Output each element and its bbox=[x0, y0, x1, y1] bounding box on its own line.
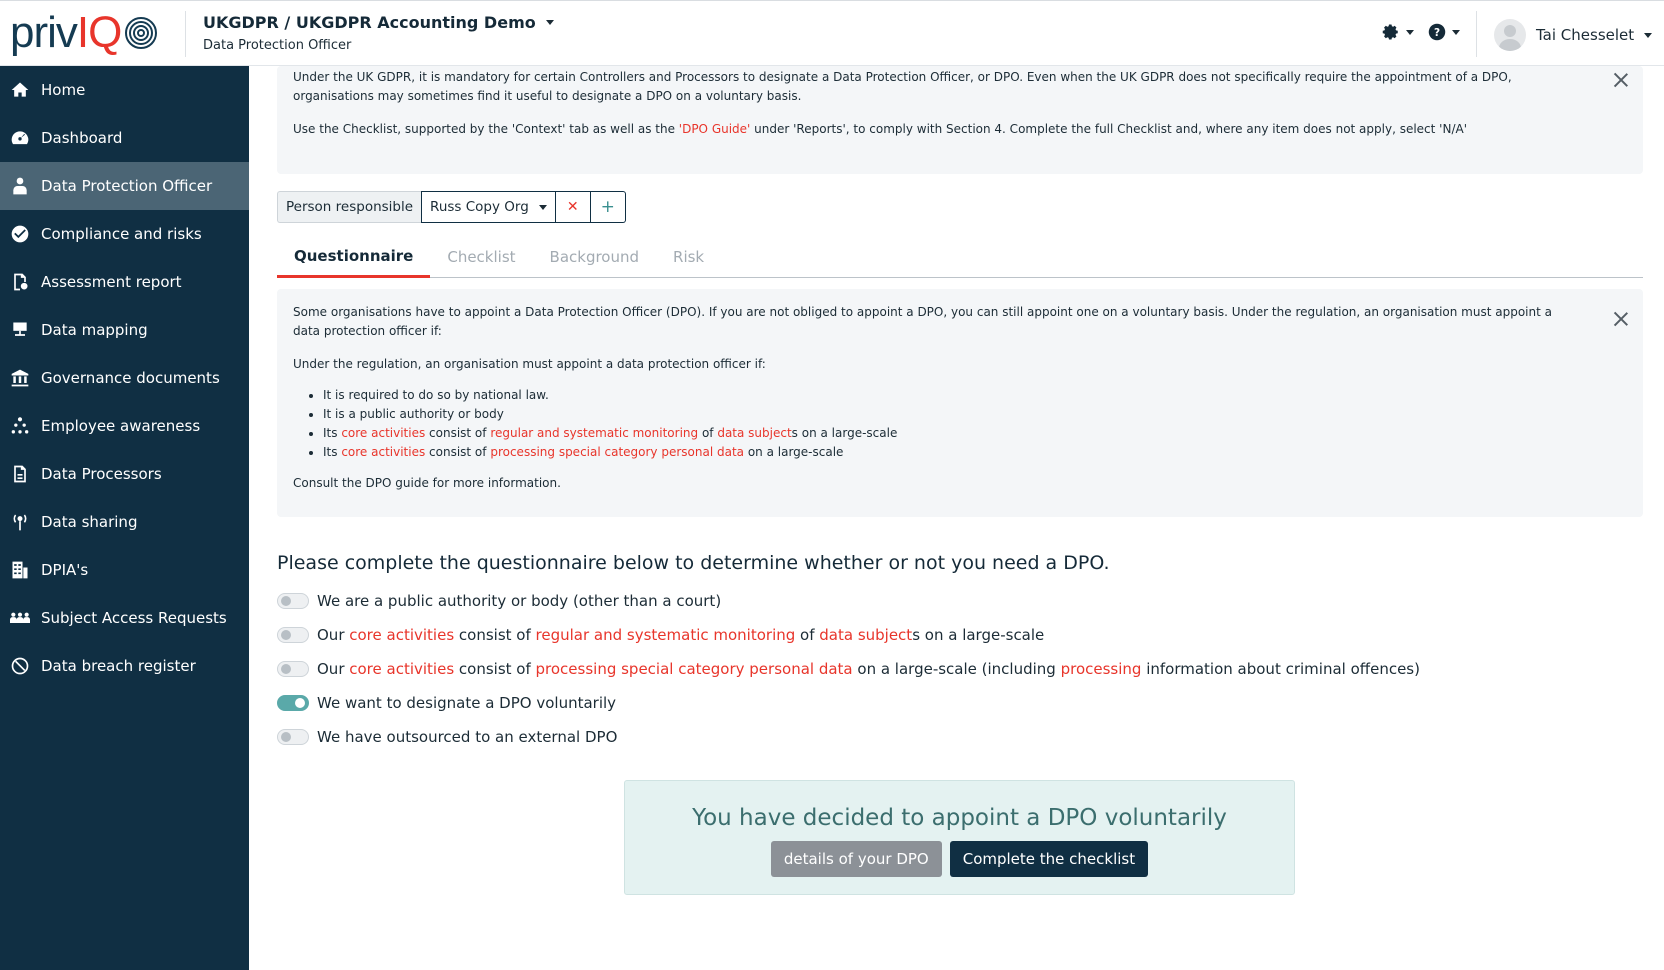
sidebar-item-subject-access-requests[interactable]: Subject Access Requests bbox=[0, 594, 249, 642]
check-circle-icon bbox=[9, 223, 31, 245]
report-icon bbox=[9, 271, 31, 293]
sidebar-item-dashboard[interactable]: Dashboard bbox=[0, 114, 249, 162]
bank-icon bbox=[9, 367, 31, 389]
header-divider bbox=[1476, 11, 1477, 57]
guidance-footer: Consult the DPO guide for more information. bbox=[293, 476, 561, 490]
chevron-down-icon bbox=[539, 205, 547, 210]
users-icon bbox=[9, 607, 31, 629]
main-content bbox=[249, 66, 1664, 970]
intro-paragraph: Under the UK GDPR, it is mandatory for certain Controllers and Processors to designate a Data Protection Officer, or DPO. Even when the UK GDPR does not specifically require the appointment of a DPO, organisations may sometimes find it useful to designate a DPO on a voluntary basis. bbox=[293, 70, 1512, 103]
question-toggle[interactable] bbox=[277, 695, 309, 711]
question-row: We have outsourced to an external DPO bbox=[277, 728, 617, 746]
list-item: • Its core activities consist of regular and systematic monitoring of data subjects on a large-scale bbox=[323, 424, 1563, 443]
question-toggle[interactable] bbox=[277, 593, 309, 609]
dpo-guide-link[interactable]: 'DPO Guide' bbox=[678, 122, 751, 136]
question-row: Our core activities consist of regular and systematic monitoring of data subjects on a large-scale bbox=[277, 626, 1044, 644]
home-icon bbox=[9, 79, 31, 101]
tab-bar bbox=[277, 236, 1643, 278]
sidebar-item-home[interactable]: Home bbox=[0, 66, 249, 114]
list-item: • It is required to do so by national law. bbox=[323, 386, 1563, 405]
building-icon bbox=[9, 559, 31, 581]
map-icon bbox=[9, 319, 31, 341]
tab-risk[interactable]: Risk bbox=[673, 248, 705, 266]
logo-text: privIQ bbox=[10, 8, 122, 57]
processor-icon bbox=[9, 463, 31, 485]
question-toggle[interactable] bbox=[277, 729, 309, 745]
add-person-button[interactable]: + bbox=[591, 191, 626, 223]
sidebar-item-governance-documents[interactable]: Governance documents bbox=[0, 354, 249, 402]
dashboard-icon bbox=[9, 127, 31, 149]
close-icon[interactable] bbox=[1613, 72, 1629, 88]
list-item: • Its core activities consist of processing special category personal data on a large-scale bbox=[323, 443, 1563, 462]
guidance-paragraph: Some organisations have to appoint a Data Protection Officer (DPO). If you are not obliged to appoint a DPO, you can still appoint one on a voluntary basis. Under the regulation, an organisation must appoint a data protection officer if: bbox=[293, 305, 1552, 338]
tab-checklist[interactable]: Checklist bbox=[447, 248, 516, 266]
person-responsible-label: Person responsible bbox=[277, 191, 421, 223]
chevron-down-icon bbox=[1406, 30, 1414, 35]
header-divider bbox=[185, 11, 186, 57]
sidebar bbox=[0, 66, 249, 970]
sidebar-item-compliance-and-risks[interactable]: Compliance and risks bbox=[0, 210, 249, 258]
list-item: • It is a public authority or body bbox=[323, 405, 1563, 424]
person-icon bbox=[9, 175, 31, 197]
guidance-paragraph: Under the regulation, an organisation must appoint a data protection officer if: bbox=[293, 357, 766, 371]
chevron-down-icon bbox=[546, 20, 554, 25]
sidebar-item-dpias[interactable]: DPIA's bbox=[0, 546, 249, 594]
svg-text:?: ? bbox=[1433, 26, 1441, 39]
details-of-dpo-button[interactable]: details of your DPO bbox=[771, 841, 942, 877]
settings-menu[interactable] bbox=[1382, 23, 1414, 41]
avatar bbox=[1494, 19, 1526, 51]
questionnaire-title: Please complete the questionnaire below to determine whether or not you need a DPO. bbox=[277, 552, 1110, 574]
question-row: Our core activities consist of processing special category personal data on a large-scale (including processing information about criminal offences) bbox=[277, 660, 1420, 678]
user-name: Tai Chesselet bbox=[1536, 26, 1635, 44]
question-row: We are a public authority or body (other than a court) bbox=[277, 592, 721, 610]
complete-checklist-button[interactable]: Complete the checklist bbox=[950, 841, 1148, 877]
fingerprint-icon bbox=[123, 15, 159, 51]
person-responsible-group bbox=[277, 191, 626, 223]
guidance-list bbox=[323, 386, 1563, 462]
intro-paragraph: Use the Checklist, supported by the 'Context' tab as well as the 'DPO Guide' under 'Reports', to comply with Section 4. Complete the full Checklist and, where any item does not apply, select 'N/A' bbox=[293, 122, 1468, 136]
priviq-logo[interactable] bbox=[10, 8, 159, 57]
project-switcher[interactable] bbox=[203, 13, 554, 53]
guidance-info-box bbox=[277, 289, 1643, 517]
sidebar-item-data-sharing[interactable]: Data sharing bbox=[0, 498, 249, 546]
breach-icon bbox=[9, 655, 31, 677]
project-title: UKGDPR / UKGDPR Accounting Demo bbox=[203, 13, 536, 32]
org-icon bbox=[9, 415, 31, 437]
result-title: You have decided to appoint a DPO voluntarily bbox=[692, 805, 1227, 831]
antenna-icon bbox=[9, 511, 31, 533]
question-toggle[interactable] bbox=[277, 661, 309, 677]
user-menu[interactable] bbox=[1494, 19, 1652, 51]
remove-person-button[interactable]: ✕ bbox=[556, 191, 591, 223]
sidebar-item-data-processors[interactable]: Data Processors bbox=[0, 450, 249, 498]
intro-info-box bbox=[277, 66, 1643, 174]
result-panel bbox=[624, 780, 1295, 895]
chevron-down-icon bbox=[1644, 33, 1652, 38]
sidebar-item-employee-awareness[interactable]: Employee awareness bbox=[0, 402, 249, 450]
person-responsible-select[interactable]: Russ Copy Org bbox=[421, 191, 556, 223]
question-row: We want to designate a DPO voluntarily bbox=[277, 694, 616, 712]
chevron-down-icon bbox=[1452, 30, 1460, 35]
sidebar-item-data-mapping[interactable]: Data mapping bbox=[0, 306, 249, 354]
tab-background[interactable]: Background bbox=[549, 248, 640, 266]
sidebar-item-data-breach-register[interactable]: Data breach register bbox=[0, 642, 249, 690]
question-toggle[interactable] bbox=[277, 627, 309, 643]
sidebar-item-data-protection-officer[interactable]: Data Protection Officer bbox=[0, 162, 249, 210]
sidebar-item-assessment-report[interactable]: Assessment report bbox=[0, 258, 249, 306]
top-header bbox=[0, 0, 1664, 66]
close-icon[interactable] bbox=[1613, 311, 1629, 327]
gear-icon bbox=[1382, 23, 1400, 41]
help-icon bbox=[1428, 23, 1446, 41]
project-subtitle: Data Protection Officer bbox=[203, 38, 352, 53]
help-menu[interactable] bbox=[1428, 23, 1460, 41]
tab-questionnaire[interactable]: Questionnaire bbox=[277, 236, 430, 278]
